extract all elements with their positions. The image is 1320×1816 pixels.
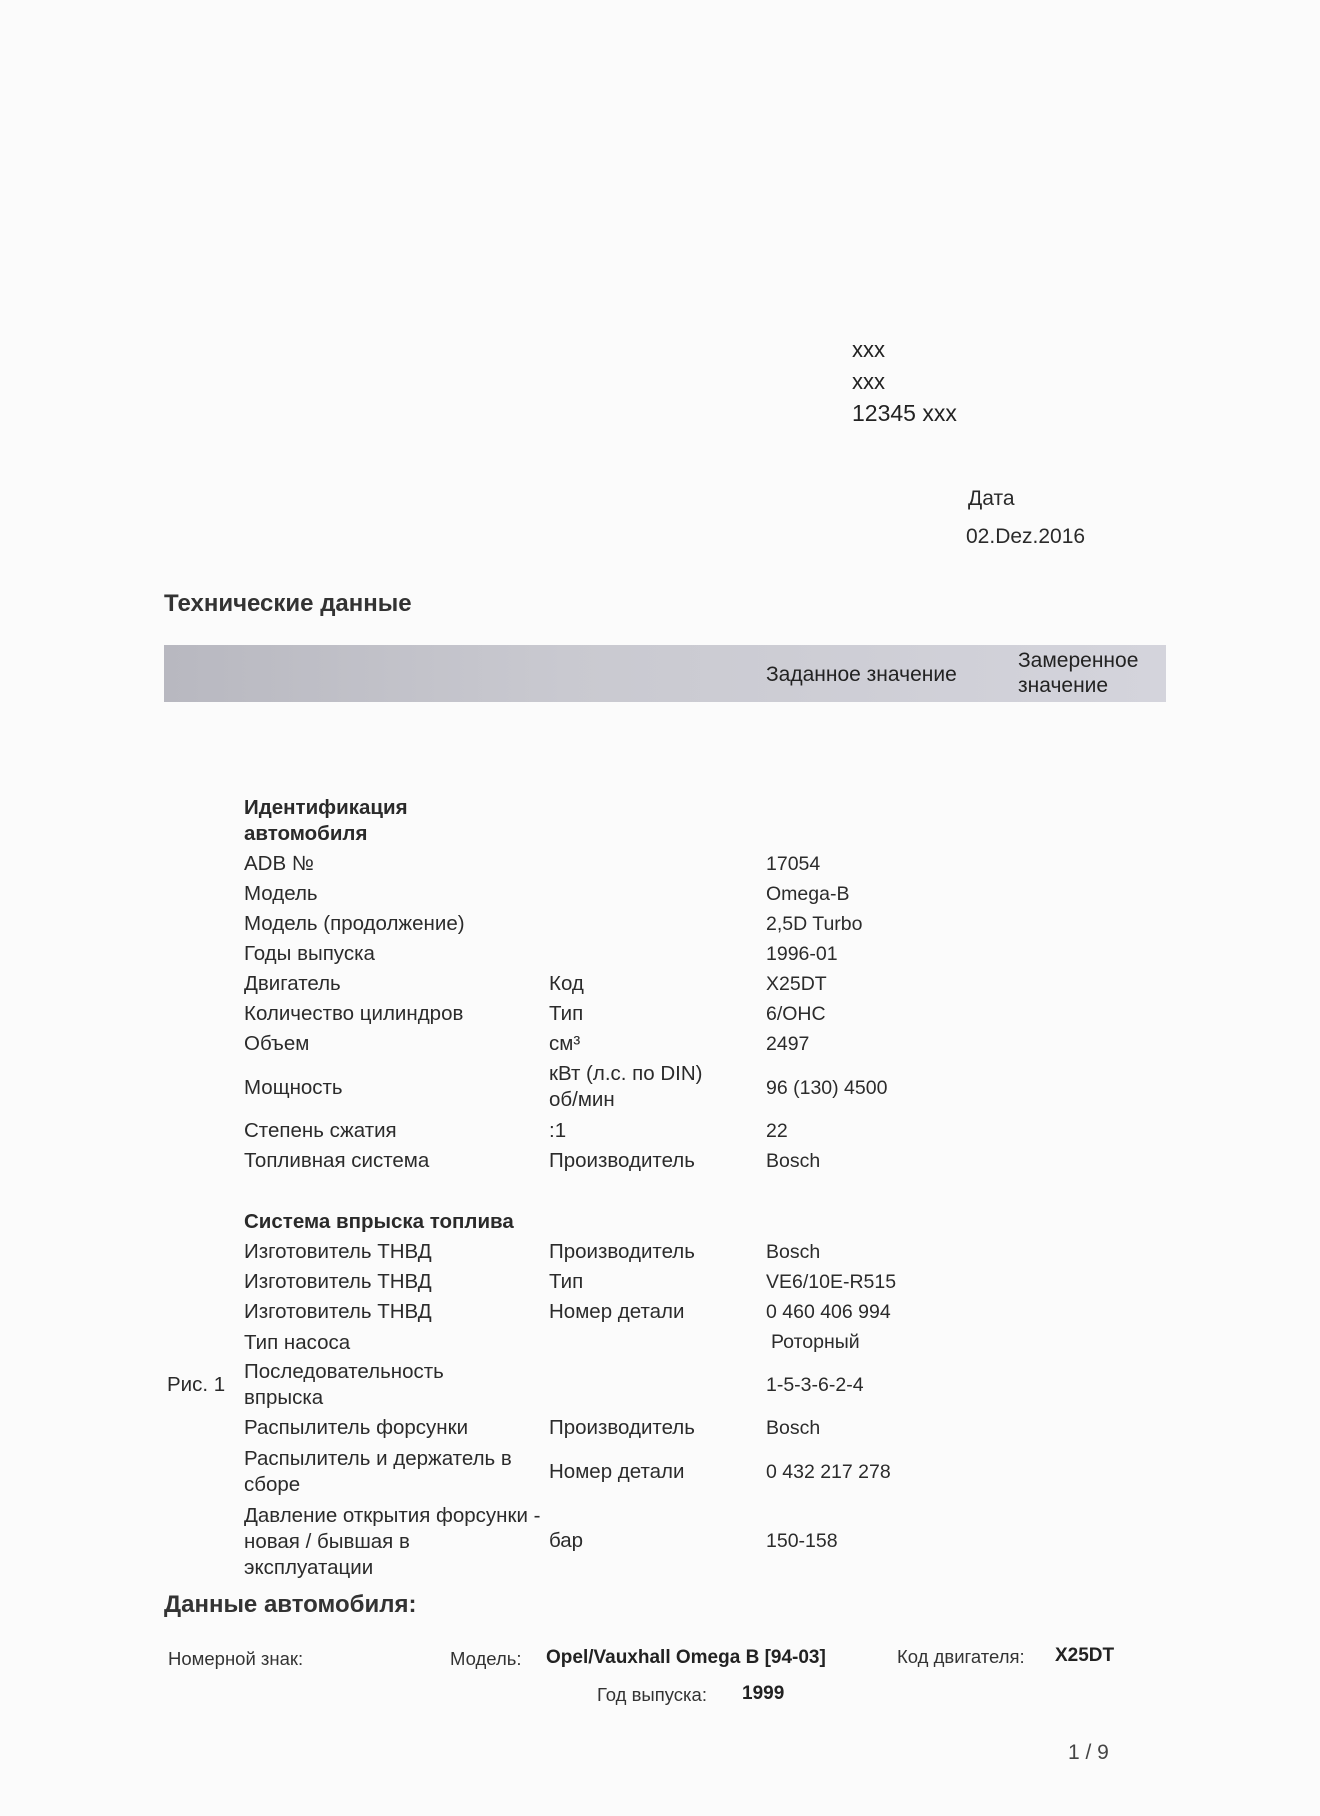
row-value: Bosch <box>766 1150 821 1172</box>
row-value: VE6/10E-R515 <box>766 1271 897 1293</box>
engine-code-value: X25DT <box>1055 1645 1115 1666</box>
row-label: Давление открытия форсунки - новая / бывшая в эксплуатации <box>244 1504 541 1579</box>
address-line-3: 12345 xxx <box>852 400 957 426</box>
row-value: 6/OHC <box>766 1003 826 1025</box>
row-unit: Тип <box>549 1002 584 1025</box>
row-value: 1-5-3-6-2-4 <box>766 1374 864 1396</box>
row-value: 17054 <box>766 853 821 875</box>
row-value: 0 460 406 994 <box>766 1301 891 1323</box>
row-label: Изготовитель ТНВД <box>244 1300 432 1323</box>
date-label: Дата <box>968 487 1015 510</box>
row-label: Изготовитель ТНВД <box>244 1270 432 1293</box>
row-label: Количество цилиндров <box>244 1002 464 1025</box>
row-value: 150-158 <box>766 1530 838 1552</box>
row-value: 1996-01 <box>766 943 838 965</box>
section-heading-vehicle-id: Идентификация автомобиля <box>244 796 408 845</box>
row-label: Годы выпуска <box>244 942 375 965</box>
year-value: 1999 <box>742 1683 785 1704</box>
row-label: ADB № <box>244 852 314 875</box>
section-heading-injection: Система впрыска топлива <box>244 1210 514 1233</box>
row-unit: см³ <box>549 1032 581 1055</box>
address-line-1: xxx <box>852 337 885 362</box>
row-value: 0 432 217 278 <box>766 1461 891 1483</box>
row-unit: Тип <box>549 1270 584 1293</box>
model-value: Opel/Vauxhall Omega B [94-03] <box>546 1647 826 1668</box>
row-value: 22 <box>766 1120 788 1142</box>
row-value: X25DT <box>766 973 827 995</box>
footer-section-title: Данные автомобиля: <box>164 1591 417 1618</box>
row-unit: Производитель <box>549 1149 695 1172</box>
row-value: Omega-B <box>766 883 850 905</box>
row-label: Мощность <box>244 1076 343 1099</box>
row-value: Роторный <box>771 1331 860 1353</box>
row-label: Последовательность впрыска <box>244 1360 444 1409</box>
row-unit: бар <box>549 1529 584 1552</box>
row-unit: Номер детали <box>549 1300 685 1323</box>
figure-label: Рис. 1 <box>167 1373 226 1396</box>
row-value: Bosch <box>766 1417 821 1439</box>
row-label: Тип насоса <box>244 1331 351 1354</box>
page-title: Технические данные <box>164 590 412 617</box>
address-line-2: xxx <box>852 369 885 394</box>
row-label: Модель (продолжение) <box>244 912 465 935</box>
row-value: 2,5D Turbo <box>766 913 863 935</box>
row-unit: Производитель <box>549 1416 695 1439</box>
model-label: Модель: <box>450 1648 522 1669</box>
row-unit: Код <box>549 972 584 995</box>
row-unit: Номер детали <box>549 1460 685 1483</box>
row-label: Модель <box>244 882 318 905</box>
header-set-value: Заданное значение <box>766 663 957 686</box>
row-label: Объем <box>244 1032 310 1055</box>
row-label: Распылитель и держатель в сборе <box>244 1447 512 1496</box>
table-header-bar <box>164 645 1166 702</box>
row-value: Bosch <box>766 1241 821 1263</box>
year-label: Год выпуска: <box>597 1684 707 1705</box>
page-number: 1 / 9 <box>1068 1741 1109 1764</box>
row-unit: :1 <box>549 1119 567 1142</box>
engine-code-label: Код двигателя: <box>897 1646 1025 1667</box>
plate-label: Номерной знак: <box>168 1648 304 1669</box>
row-label: Степень сжатия <box>244 1119 397 1142</box>
row-value: 2497 <box>766 1033 810 1055</box>
date-value: 02.Dez.2016 <box>966 525 1086 548</box>
row-label: Распылитель форсунки <box>244 1416 469 1439</box>
row-label: Изготовитель ТНВД <box>244 1240 432 1263</box>
row-unit: кВт (л.с. по DIN) об/мин <box>549 1062 703 1111</box>
header-measured-value: Замеренное значение <box>1018 649 1139 697</box>
row-value: 96 (130) 4500 <box>766 1077 888 1099</box>
row-unit: Производитель <box>549 1240 695 1263</box>
row-label: Двигатель <box>244 972 341 995</box>
row-label: Топливная система <box>244 1149 430 1172</box>
